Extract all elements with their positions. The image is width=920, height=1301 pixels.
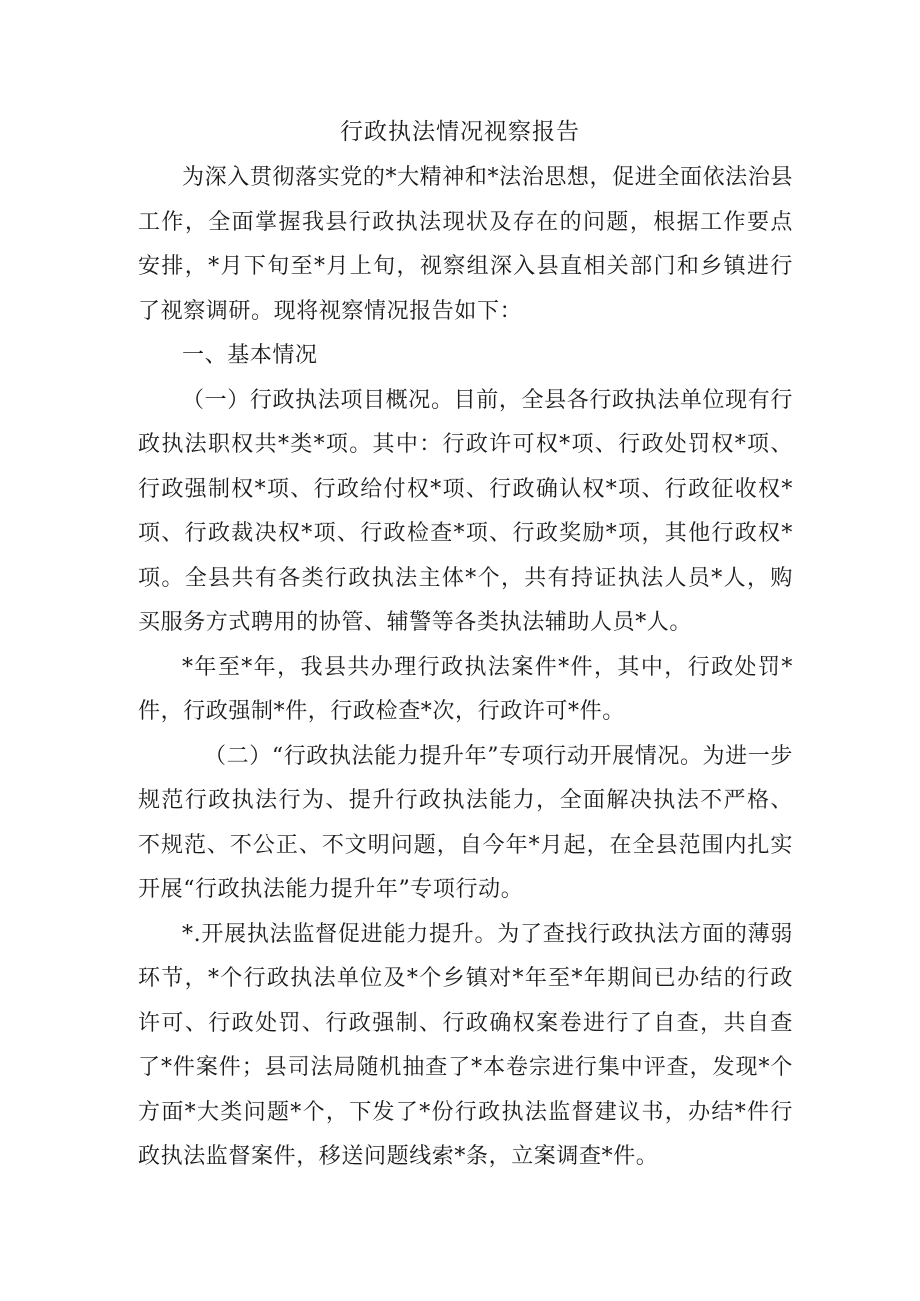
section-heading-basic-situation: 一、基本情况 [182, 343, 318, 368]
intro-paragraph: 为深入贯彻落实党的*大精神和*法治思想，促进全面依法治县工作，全面掌握我县行政执法现状及存在的问题，根据工作要点安排，*月下旬至*月上旬，视察组深入县直相关部门和乡镇进行了视察调研。现将视察情况报告如下： [138, 165, 793, 324]
paragraph-case-statistics: *年至*年，我县共办理行政执法案件*件，其中，行政处罚*件，行政强制*件，行政检查*次，行政许可*件。 [138, 654, 793, 724]
document-body [138, 156, 793, 1180]
document-title: 行政执法情况视察报告 [340, 119, 580, 145]
paragraph-enforcement-overview: （一）行政执法项目概况。目前，全县各行政执法单位现有行政执法职权共*类*项。其中：行政许可权*项、行政处罚权*项、行政强制权*项、行政给付权*项、行政确认权*项、行政征收权*项、行政裁决权*项、行政检查*项、行政奖励*项，其他行政权*项。全县共有各类行政执法主体*个，共有持证执法人员*人，购买服务方式聘用的协管、辅警等各类执法辅助人员*人。 [138, 387, 793, 635]
paragraph-supervision: *.开展执法监督促进能力提升。为了查找行政执法方面的薄弱环节，*个行政执法单位及*个乡镇对*年至*年期间已办结的行政许可、行政处罚、行政强制、行政确权案卷进行了自查，共自查了*件案件；县司法局随机抽查了*本卷宗进行集中评查，发现*个方面*大类问题*个，下发了*份行政执法监督建议书，办结*件行政执法监督案件，移送问题线索*条，立案调查*件。 [138, 921, 793, 1169]
paragraph-capacity-campaign: （二）“行政执法能力提升年”专项行动开展情况。为进一步规范行政执法行为、提升行政执法能力，全面解决执法不严格、不规范、不公正、不文明问题，自今年*月起，在全县范围内扎实开展“行政执法能力提升年”专项行动。 [138, 743, 793, 902]
